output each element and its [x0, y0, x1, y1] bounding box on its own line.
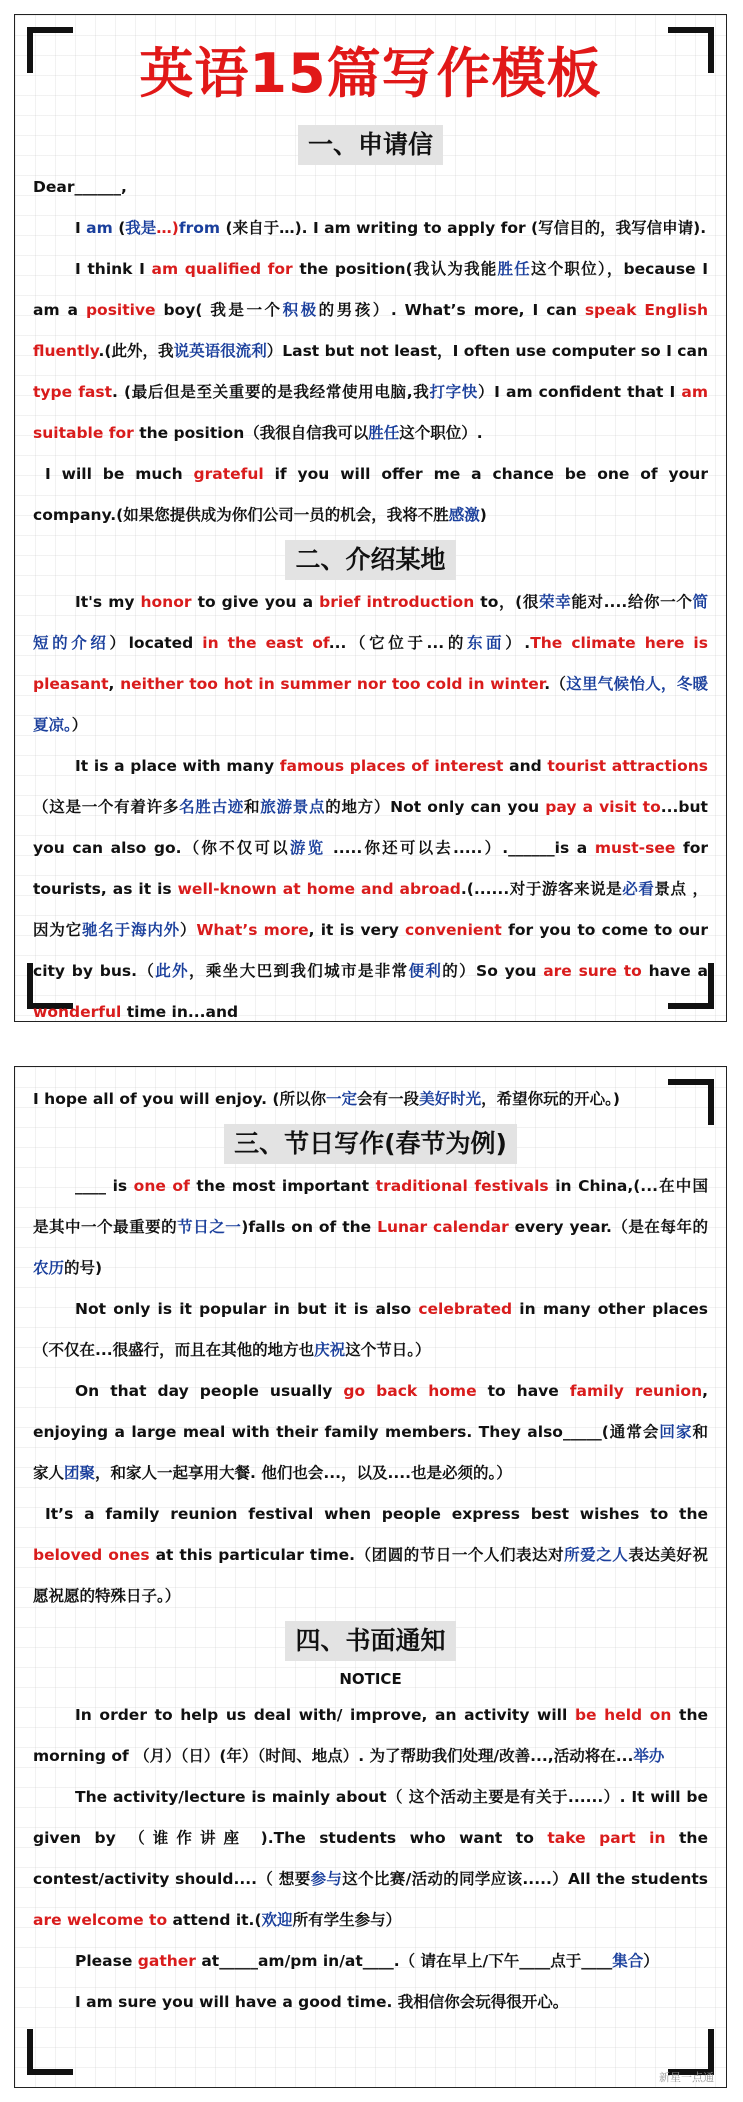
text-run: every year.（是在每年的: [508, 1218, 708, 1236]
text-run: 这个职位），because I am a: [33, 260, 708, 319]
paragraph: [33, 582, 708, 746]
text-run: 所有学生参与）: [292, 1911, 402, 1929]
text-run: and: [503, 757, 548, 775]
highlight-translation: 简短的介绍: [33, 593, 708, 652]
text-run: I hope all of you will enjoy. (所以你: [33, 1090, 327, 1108]
highlight-translation: 我是: [125, 219, 157, 237]
text-run: .....你还可以去.....）.______is a: [325, 839, 595, 857]
text-run: the position（我很自信我可以: [133, 424, 369, 442]
notice-label: NOTICE: [339, 1670, 402, 1688]
text-run: 能对....给你一个: [571, 593, 693, 611]
highlight-phrase: in the east of: [202, 634, 329, 652]
text-run: 和: [244, 798, 261, 816]
highlight-phrase: am suitable for: [33, 383, 708, 442]
text-run: the position(我认为我能: [292, 260, 498, 278]
highlight-phrase: traditional festivals: [375, 1177, 549, 1195]
text-run: ...（它位于...的: [328, 634, 467, 652]
text-run: have a: [641, 962, 708, 980]
text-run: (写信目的，我写信: [525, 219, 663, 237]
highlight-phrase: famous places of interest: [279, 757, 504, 775]
section-heading-application-letter: 一、申请信: [298, 125, 443, 165]
text-run: .（: [544, 675, 567, 693]
section-heading-introduce-place: 二、介绍某地: [285, 540, 455, 580]
text-run: , it is very: [308, 921, 406, 939]
text-run: .(......对于游客来说是: [460, 880, 623, 898]
card-content: [33, 1079, 708, 2023]
text-run: ): [479, 506, 487, 524]
text-run: ____ is: [75, 1177, 134, 1195]
text-run: ，乘坐大巴到我们城市是非常: [189, 962, 409, 980]
text-run: to，(很: [474, 593, 540, 611]
paragraph: [33, 1982, 708, 2023]
paragraph: [33, 1494, 708, 1617]
salutation: [33, 167, 708, 208]
text-run: ）.: [505, 634, 531, 652]
highlight-phrase: celebrated: [418, 1300, 513, 1318]
text-run: 来自于: [232, 219, 280, 237]
highlight-translation: 游览: [289, 839, 326, 857]
highlight-translation: 回家: [659, 1423, 693, 1441]
text-run: ）: [179, 921, 197, 939]
highlight-phrase: pay a visit to: [545, 798, 661, 816]
text-run: the morning of （月）（日）(年）（时间、地点）. 为了帮助我们处理/改善...,活动将在...: [33, 1706, 708, 1765]
highlight-phrase: brief introduction: [319, 593, 475, 611]
text-run: ）: [71, 716, 88, 734]
highlight-translation: 美好时光: [419, 1090, 482, 1108]
paragraph: [33, 454, 708, 536]
highlight-phrase: What’s more: [196, 921, 309, 939]
highlight-translation: 感激: [448, 506, 480, 524]
highlight-phrase: tourist attractions: [547, 757, 708, 775]
highlight-phrase: are sure to: [543, 962, 642, 980]
highlight-translation: 名胜古迹: [179, 798, 245, 816]
highlight-phrase: gather: [137, 1952, 196, 1970]
highlight-translation: 打字快: [429, 383, 478, 401]
text-run: Not only is it popular in but it is also: [75, 1300, 419, 1318]
highlight-phrase: well-known at home and abroad: [177, 880, 461, 898]
highlight-translation: 庆祝: [314, 1341, 346, 1359]
paragraph: [33, 1289, 708, 1371]
text-run: （这是一个有着许多: [33, 798, 180, 816]
highlight-translation: 团聚: [64, 1464, 96, 1482]
highlight-phrase: beloved ones: [33, 1546, 150, 1564]
text-run: to have: [476, 1382, 570, 1400]
text-run: 的地方）Not only can you: [325, 798, 546, 816]
highlight-phrase: go back home: [343, 1382, 477, 1400]
highlight-translation: 东面: [466, 634, 506, 652]
text-run: …). I am writing to: [279, 219, 448, 237]
text-run: to give you a: [191, 593, 320, 611]
text-run: in China,(...在中国是其中一个最重要的: [33, 1177, 708, 1236]
highlight-phrase: speak English fluently: [33, 301, 708, 360]
paragraph: [33, 1166, 708, 1289]
text-run: for you to come to our city by bus.（: [33, 921, 708, 980]
text-run: (: [220, 219, 233, 237]
text-run: ).: [693, 219, 707, 237]
text-run: Please: [75, 1952, 138, 1970]
highlight-phrase: type fast: [33, 383, 113, 401]
text-run: ）located: [109, 634, 203, 652]
text-run: 的男孩）. What’s more, I can: [318, 301, 585, 319]
text-run: boy( 我是一个: [155, 301, 283, 319]
page-card-1: [14, 14, 727, 1022]
text-run: Dear______,: [33, 178, 127, 196]
highlight-translation: 便利: [408, 962, 443, 980]
text-run: at_____am/pm in/at____.（ 请在早上/下午____点于____: [195, 1952, 613, 1970]
corner-mark: [27, 2029, 73, 2075]
highlight-translation: 所爱之人: [564, 1546, 629, 1564]
text-run: It's my: [75, 593, 141, 611]
text-run: )falls on of the: [241, 1218, 378, 1236]
text-run: the most important: [189, 1177, 376, 1195]
text-run: I think I: [75, 260, 152, 278]
text-run: ）I am confident that I: [477, 383, 682, 401]
text-run: in many other places（不仅在...很盛行，而且在其他的地方也: [33, 1300, 708, 1359]
highlight-translation: am: [86, 219, 113, 237]
highlight-phrase: neither too hot in summer nor too cold in winter: [120, 675, 545, 693]
text-run: The activity/lecture is mainly about（ 这个活动主要是有关于......）. It will be given by （谁作讲座 ).The students who want to: [33, 1788, 708, 1847]
text-run: . (最后但是至关重要的是我经常使用电脑,我: [112, 383, 430, 401]
highlight-translation: 参与: [310, 1870, 343, 1888]
highlight-phrase: honor: [140, 593, 192, 611]
text-run: 这个比赛/活动的同学应该.....）All the students: [342, 1870, 708, 1888]
text-run: 和家人: [33, 1423, 708, 1482]
highlight-translation: 积极: [282, 301, 319, 319]
section-heading-notice: 四、书面通知: [285, 1621, 455, 1661]
highlight-phrase: am qualified for: [151, 260, 293, 278]
highlight-translation: 节日之一: [177, 1218, 242, 1236]
text-run: ）Last but not least，I often use computer so I can: [266, 342, 708, 360]
highlight-phrase: The climate here is pleasant: [33, 634, 708, 693]
highlight-translation: 说英语很流利: [173, 342, 267, 360]
text-run: time in...and: [121, 1003, 239, 1021]
highlight-phrase: positive: [85, 301, 156, 319]
paragraph: [33, 1941, 708, 1982]
highlight-translation: 欢迎: [261, 1911, 293, 1929]
text-run: ）: [643, 1952, 659, 1970]
highlight-phrase: are welcome to: [33, 1911, 168, 1929]
text-run: 表达美好祝愿祝愿的特殊日子。）: [33, 1546, 708, 1605]
text-run: I am sure you will have a good time. 我相信你会玩得很开心。: [75, 1993, 569, 2011]
highlight-phrase: convenient: [405, 921, 502, 939]
highlight-phrase: one of: [133, 1177, 190, 1195]
page-title: 英语15篇写作模板: [139, 42, 602, 105]
highlight-phrase: wonderful: [33, 1003, 122, 1021]
text-run: I will be much: [45, 465, 194, 483]
text-run: the contest/activity should....（ 想要: [33, 1829, 708, 1888]
highlight-translation: from: [178, 219, 221, 237]
section-heading-festival: 三、节日写作(春节为例): [224, 1124, 517, 1164]
highlight-translation: 胜任: [368, 424, 400, 442]
highlight-phrase: …): [156, 219, 179, 237]
text-run: 这个职位）.: [399, 424, 483, 442]
paragraph: [33, 1777, 708, 1941]
text-run: ,: [108, 675, 121, 693]
text-run: I: [75, 219, 87, 237]
highlight-translation: 胜任: [497, 260, 531, 278]
text-run: at this particular time.（团圆的节日一个人们表达对: [149, 1546, 565, 1564]
paragraph: [33, 249, 708, 454]
text-run: In order to help us deal with/ improve, an activity will: [75, 1706, 575, 1724]
text-run: It is a place with many: [75, 757, 280, 775]
highlight-translation: 旅游景点: [260, 798, 326, 816]
text-run: 景点 ，因为它: [33, 880, 708, 939]
text-run: It’s a family reunion festival when people express best wishes to the: [45, 1505, 708, 1523]
paragraph: [33, 1371, 708, 1494]
watermark: 新星一点通: [659, 2071, 714, 2084]
text-run: (: [112, 219, 126, 237]
text-run: for tourists, as it is: [33, 839, 708, 898]
page-card-2: [14, 1066, 727, 2088]
highlight-phrase: be held on: [574, 1706, 672, 1724]
text-run: 这个节日。）: [345, 1341, 431, 1359]
text-run: ，和家人一起享用大餐. 他们也会...，以及....也是必须的。）: [95, 1464, 512, 1482]
paragraph: [33, 746, 708, 1022]
highlight-phrase: must-see: [594, 839, 676, 857]
text-run: apply for: [447, 219, 526, 237]
highlight-translation: 荣幸: [539, 593, 572, 611]
highlight-phrase: family reunion: [569, 1382, 703, 1400]
card-content: [33, 37, 708, 1022]
text-run: 会有一段: [357, 1090, 420, 1108]
highlight-phrase: grateful: [193, 465, 264, 483]
text-run: , enjoying a large meal with their family members. They also_____(通常会: [33, 1382, 709, 1441]
text-run: 申请: [662, 219, 694, 237]
text-run: 的）So you: [442, 962, 544, 980]
highlight-translation: 必看: [622, 880, 655, 898]
highlight-phrase: take part in: [547, 1829, 666, 1847]
text-run: On that day people usually: [75, 1382, 344, 1400]
highlight-translation: 这里气候怡人，冬暖夏凉。: [33, 675, 708, 734]
paragraph-continued: [33, 1079, 708, 1120]
highlight-translation: 驰名于海内外: [82, 921, 180, 939]
highlight-translation: 此外: [155, 962, 190, 980]
highlight-translation: 举办: [633, 1747, 665, 1765]
text-run: ...but you can also go.（你不仅可以: [33, 798, 708, 857]
highlight-translation: 农历: [33, 1259, 65, 1277]
paragraph: [33, 1695, 708, 1777]
text-run: .(此外，我: [98, 342, 174, 360]
paragraph: [33, 208, 708, 249]
highlight-translation: 一定: [326, 1090, 358, 1108]
text-run: 的号): [64, 1259, 103, 1277]
text-run: attend it.(: [167, 1911, 262, 1929]
text-run: if you will offer me a chance be one of your company.(如果您提供成为你们公司一员的机会，我将不胜: [33, 465, 708, 524]
highlight-translation: 集合: [612, 1952, 644, 1970]
text-run: ，希望你玩的开心。): [481, 1090, 620, 1108]
highlight-phrase: Lunar calendar: [377, 1218, 509, 1236]
